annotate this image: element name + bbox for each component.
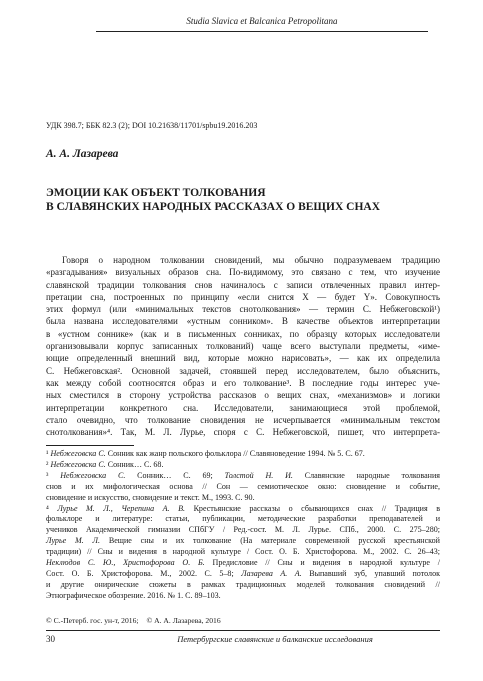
body-line: славянской традиции толкования снов начиналось с записи отвлеченных правил интер- <box>46 279 440 290</box>
footnote-line <box>46 525 440 536</box>
footnote-text: ³ <box>46 470 61 480</box>
body-line: претации сна, построенных по принципу «если снится Х — будет Y». Совокупность <box>46 291 440 302</box>
footnote-line <box>46 558 440 569</box>
footer-rule <box>46 630 440 631</box>
footnote-author: Лурье М. Л. <box>46 536 100 546</box>
footnotes <box>46 449 440 602</box>
body-line: в «устном соннике» (как и в письменных сонниках, по образцу которых исследователи <box>46 328 440 339</box>
footnote-author: Небжеговска С. <box>50 459 106 469</box>
body-line: снотолкования»⁴. Так, М. Л. Лурье, споря с С. Небжеговской, пишет, что интерпрета- <box>46 427 440 438</box>
body-line: ющие определенный внешний вид, которые можно нарисовать», — как их определила <box>46 353 440 364</box>
title-line: ЭМОЦИИ КАК ОБЪЕКТ ТОЛКОВАНИЯ <box>46 187 266 199</box>
footnote-1 <box>46 449 440 460</box>
footnote-author: Лурье М. Л., Черепина А. В. <box>57 503 186 513</box>
body-line: как между собой соотносятся образ и его толкование³. В последние годы интерес уче- <box>46 377 440 388</box>
footnote-text: снов и их мифологическая основа // Сон — семиотическое окно: сновидение и событие, <box>46 481 440 491</box>
footnote-line <box>46 591 440 602</box>
footnote-text: фольклоре и литературе: статьи, публикации, методические разработки преподавателей и <box>46 514 440 524</box>
footnote-line <box>46 547 440 558</box>
footnote-line <box>46 471 440 482</box>
footnote-author: Лазарева А. А. <box>241 568 302 578</box>
article-title <box>46 186 380 214</box>
footnote-text: сновидение и искусство, сновидение и текст. М., 1993. С. 90. <box>46 492 255 502</box>
body-line: Говоря о народном толковании сновидений, мы обычно подразумеваем традицию <box>62 255 440 265</box>
footnote-line <box>46 482 440 493</box>
body-line: была названа исследователями «устным сонником». В качестве объектов интерпретации <box>46 316 440 327</box>
footnote-text: ⁴ <box>46 503 58 513</box>
body-line: организовывали корпус записанных толкований) чаще всего выступали предметы, «име- <box>46 341 440 352</box>
footnote-author: Небжеговска С. <box>50 449 106 458</box>
journal-footer-title: Петербургские славянские и балканские исследования <box>177 634 373 644</box>
author-name: А. А. Лазарева <box>46 148 119 160</box>
footnote-line <box>46 449 440 460</box>
body-line: интерпретации конкретного сна. Исследователи, занимающиеся этой проблемой, <box>46 402 440 413</box>
footnote-text: ¹ <box>46 449 51 458</box>
footnote-line <box>46 580 440 591</box>
footnote-line <box>46 536 440 547</box>
body-line: ных сместился в сторону устройства рассказов о вещих снах, «механизмов» и логики <box>46 390 440 401</box>
footnote-author: Неклюдов С. Ю., Христофорова О. Б. <box>46 558 205 568</box>
body-line: стало очевидно, что толкование сновидения не исчерпывается «минимальным текстом <box>46 414 440 425</box>
footnote-text: Предисловие // Сны и видения в народной культуре / <box>204 558 440 568</box>
footnote-text: Сонник… С. 69; <box>125 470 225 480</box>
title-line: В СЛАВЯНСКИХ НАРОДНЫХ РАССКАЗАХ О ВЕЩИХ СНАХ <box>46 201 381 213</box>
page-number: 30 <box>46 634 55 644</box>
footnote-text: Славянские народные толкования <box>292 470 440 480</box>
footnote-text: учеников Академической гимназии СПбГУ / Ред.-сост. М. Л. Лурье. СПб., 2000. С. 275–280; <box>46 525 440 535</box>
footnote-text: традиции) // Сны и видения в народной культуре / Сост. О. Б. Христофорова. М., 2002. С. 26–43; <box>46 547 440 557</box>
footnote-line <box>46 514 440 525</box>
body-line: «разгадывания» визуальных образов сна. По-видимому, это связано с тем, что изучение <box>46 267 440 278</box>
footnote-line <box>46 569 440 580</box>
footnote-text: Вещие сны и их толкование (На материале современной русской крестьянской <box>100 536 440 546</box>
footnote-line <box>46 504 440 515</box>
copyright-author: © А. А. Лазарева, 2016 <box>146 616 221 625</box>
udk-line: УДК 398.7; ББК 82.3 (2); DOI 10.21638/11701/spbu19.2016.203 <box>46 121 258 130</box>
footnote-author: Небжеговска С. <box>60 470 126 480</box>
running-head: Studia Slavica et Balcanica Petropolitana <box>186 16 338 26</box>
footnote-text: и другие онирические сюжеты в рамках традиционных моделей толкования сновидений // <box>46 579 440 589</box>
footnote-text: Сонник… С. 68. <box>105 459 164 469</box>
footnote-2 <box>46 460 440 471</box>
footnote-text: Крестьянские рассказы о сбывающихся снах // Традиция в <box>185 503 440 513</box>
footnote-text: Сост. О. Б. Христофорова. М., 2002. С. 5–8; <box>46 568 242 578</box>
copyright-university: © С.-Петерб. гос. ун-т, 2016; <box>46 616 139 625</box>
copyright <box>46 616 229 626</box>
article-body <box>46 254 440 438</box>
footnote-author: Толстой Н. И. <box>224 470 293 480</box>
footnote-text: Этнографическое обозрение. 2016. № 1. С. 89–103. <box>46 590 221 600</box>
footnote-4 <box>46 504 440 602</box>
body-line: этих формул (или «минимальных текстов снотолкования» — термин С. Небжеговской¹) <box>46 304 440 315</box>
body-line: С. Небжеговская². Основной задачей, стоявшей перед исследователем, было объяснить, <box>46 365 440 376</box>
footnote-text: Выпавший зуб, упавший потолок <box>301 568 440 578</box>
footnote-3 <box>46 471 440 504</box>
footnote-separator <box>46 445 134 446</box>
header-rule <box>96 31 428 32</box>
footnote-line <box>46 493 440 504</box>
footnote-text: ² <box>46 459 51 469</box>
footnote-text: Сонник как жанр польского фольклора // Славяноведение 1994. № 5. С. 67. <box>105 449 365 458</box>
footnote-line <box>46 460 440 471</box>
